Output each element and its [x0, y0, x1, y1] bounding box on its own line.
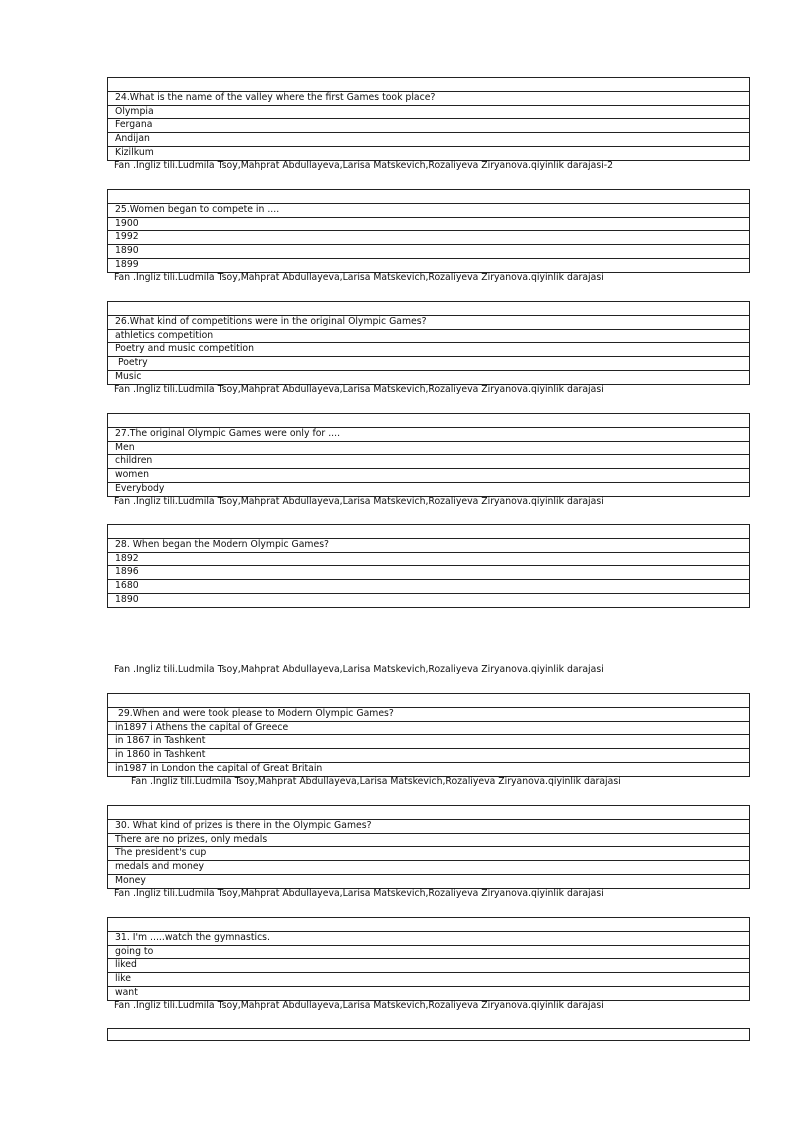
- question-text: 27.The original Olympic Games were only for ....: [108, 427, 750, 441]
- question-text: 30. What kind of prizes is there in the Olympic Games?: [108, 819, 750, 833]
- answer-option[interactable]: 1900: [108, 217, 750, 231]
- question-header-blank: [108, 918, 750, 932]
- question-block-29: [107, 693, 750, 777]
- question-header-blank: [108, 525, 750, 539]
- question-block-27: [107, 413, 750, 497]
- answer-option[interactable]: 1680: [108, 580, 750, 594]
- answer-option[interactable]: Everybody: [108, 482, 750, 496]
- answer-option[interactable]: Kizilkum: [108, 146, 750, 160]
- question-block-24: [107, 77, 750, 161]
- question-text: 24.What is the name of the valley where the first Games took place?: [108, 91, 750, 105]
- answer-option[interactable]: The president's cup: [108, 847, 750, 861]
- question-text: 26.What kind of competitions were in the original Olympic Games?: [108, 315, 750, 329]
- answer-option[interactable]: going to: [108, 945, 750, 959]
- answer-option[interactable]: 1890: [108, 593, 750, 607]
- answer-option[interactable]: Men: [108, 441, 750, 455]
- answer-option[interactable]: Andijan: [108, 133, 750, 147]
- answer-option[interactable]: Olympia: [108, 105, 750, 119]
- question-meta: Fan .Ingliz tili.Ludmila Tsoy,Mahprat Abdullayeva,Larisa Matskevich,Rozaliyeva Ziryanova.qiyinlik darajasi: [114, 664, 604, 675]
- answer-option[interactable]: 1899: [108, 258, 750, 272]
- answer-option[interactable]: 1892: [108, 552, 750, 566]
- answer-option[interactable]: in 1867 in Tashkent: [108, 735, 750, 749]
- question-meta: Fan .Ingliz tili.Ludmila Tsoy,Mahprat Abdullayeva,Larisa Matskevich,Rozaliyeva Ziryanova.qiyinlik darajasi: [114, 272, 604, 283]
- question-header-blank: [108, 78, 750, 92]
- question-meta: Fan .Ingliz tili.Ludmila Tsoy,Mahprat Abdullayeva,Larisa Matskevich,Rozaliyeva Ziryanova.qiyinlik darajasi: [114, 1000, 604, 1011]
- answer-option[interactable]: Poetry and music competition: [108, 343, 750, 357]
- question-text: 31. I'm .....watch the gymnastics.: [108, 931, 750, 945]
- answer-option[interactable]: like: [108, 973, 750, 987]
- question-block-31: [107, 917, 750, 1001]
- answer-option[interactable]: Poetry: [108, 357, 750, 371]
- answer-option[interactable]: Money: [108, 874, 750, 888]
- question-meta: Fan .Ingliz tili.Ludmila Tsoy,Mahprat Abdullayeva,Larisa Matskevich,Rozaliyeva Ziryanova.qiyinlik darajasi: [114, 496, 604, 507]
- answer-option[interactable]: children: [108, 455, 750, 469]
- question-block-25: [107, 189, 750, 273]
- answer-option[interactable]: 1890: [108, 245, 750, 259]
- question-meta: Fan .Ingliz tili.Ludmila Tsoy,Mahprat Abdullayeva,Larisa Matskevich,Rozaliyeva Ziryanova.qiyinlik darajasi: [114, 384, 604, 395]
- question-header-blank: [108, 806, 750, 820]
- question-text: 28. When began the Modern Olympic Games?: [108, 538, 750, 552]
- question-header-blank: [108, 694, 750, 708]
- answer-option[interactable]: 1992: [108, 231, 750, 245]
- answer-option[interactable]: liked: [108, 959, 750, 973]
- question-meta: Fan .Ingliz tili.Ludmila Tsoy,Mahprat Abdullayeva,Larisa Matskevich,Rozaliyeva Ziryanova.qiyinlik darajasi: [114, 888, 604, 899]
- question-meta: Fan .Ingliz tili.Ludmila Tsoy,Mahprat Abdullayeva,Larisa Matskevich,Rozaliyeva Ziryanova.qiyinlik darajasi: [131, 776, 621, 787]
- question-text: 29.When and were took please to Modern Olympic Games?: [108, 707, 750, 721]
- answer-option[interactable]: in1987 in London the capital of Great Britain: [108, 762, 750, 776]
- next-question-blank-row: [107, 1028, 750, 1041]
- question-header-blank: [108, 302, 750, 316]
- question-block-28: [107, 524, 750, 608]
- question-text: 25.Women began to compete in ....: [108, 203, 750, 217]
- answer-option[interactable]: medals and money: [108, 861, 750, 875]
- answer-option[interactable]: Music: [108, 370, 750, 384]
- answer-option[interactable]: athletics competition: [108, 329, 750, 343]
- answer-option[interactable]: 1896: [108, 566, 750, 580]
- question-block-26: [107, 301, 750, 385]
- question-header-blank: [108, 190, 750, 204]
- question-block-30: [107, 805, 750, 889]
- answer-option[interactable]: in 1860 in Tashkent: [108, 749, 750, 763]
- answer-option[interactable]: in1897 i Athens the capital of Greece: [108, 721, 750, 735]
- answer-option[interactable]: women: [108, 469, 750, 483]
- answer-option[interactable]: want: [108, 986, 750, 1000]
- answer-option[interactable]: There are no prizes, only medals: [108, 833, 750, 847]
- question-meta: Fan .Ingliz tili.Ludmila Tsoy,Mahprat Abdullayeva,Larisa Matskevich,Rozaliyeva Ziryanova.qiyinlik darajasi-2: [114, 160, 614, 171]
- answer-option[interactable]: Fergana: [108, 119, 750, 133]
- question-header-blank: [108, 414, 750, 428]
